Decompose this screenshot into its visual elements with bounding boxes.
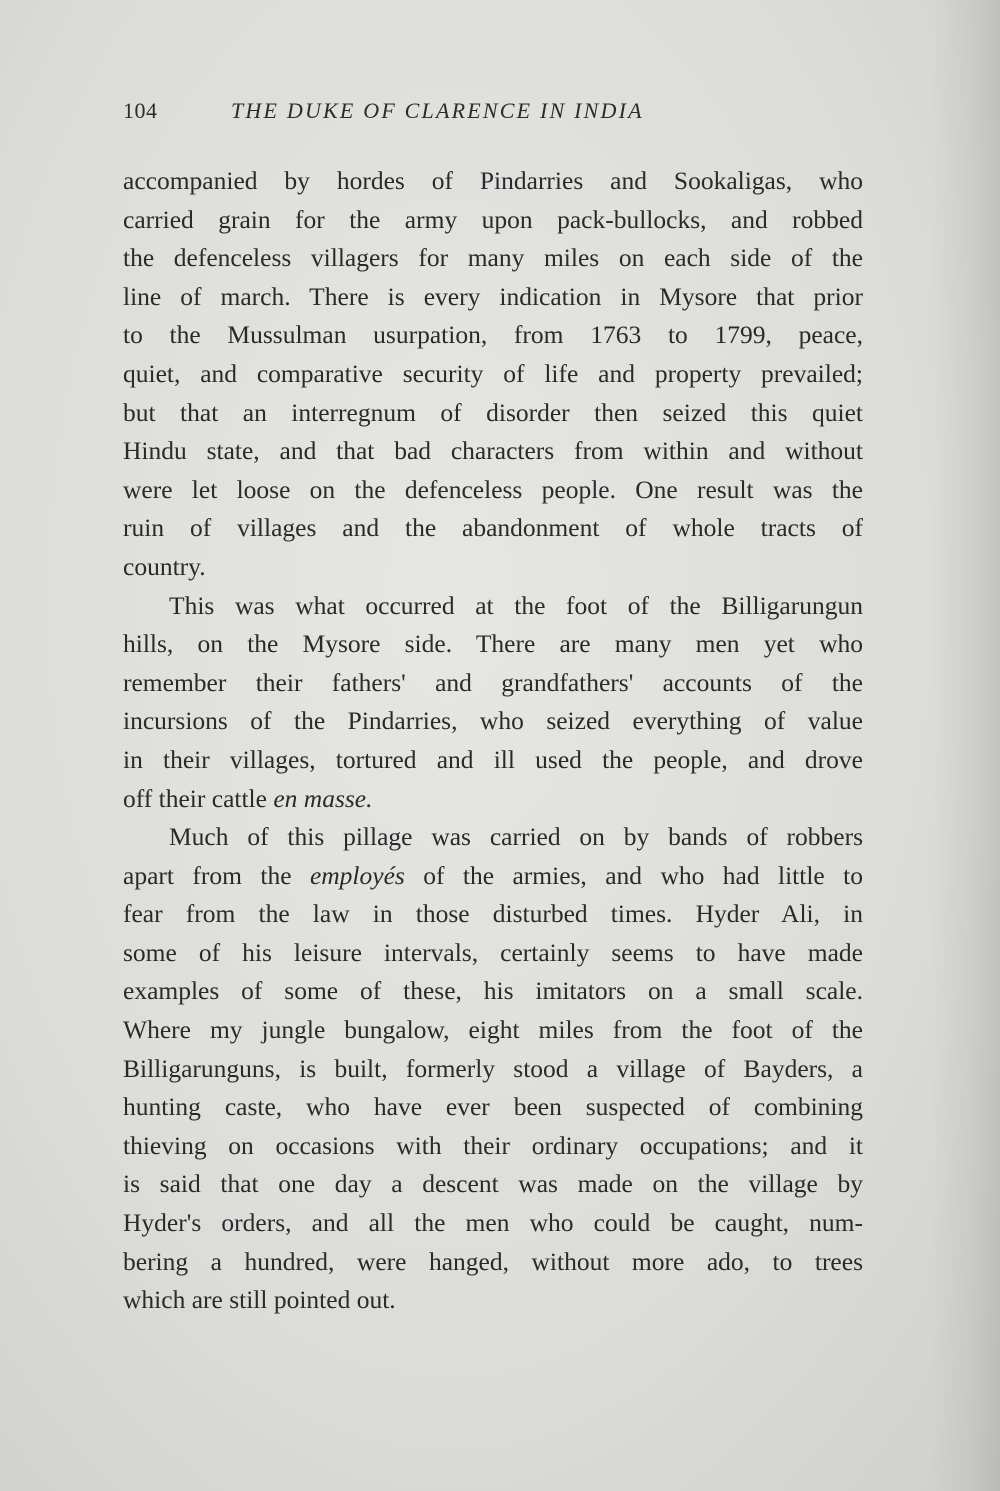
text-line: This was what occurred at the foot of the Billigarungun: [169, 590, 863, 620]
text-line: bering a hundred, were hanged, without more ado, to trees: [123, 1246, 863, 1276]
text-line: Hindu state, and that bad characters from within and without: [123, 436, 863, 466]
text-line: accompanied by hordes of Pindarries and Sookaligas, who: [123, 166, 863, 195]
text-run: of the armies, and who had little to: [404, 860, 864, 890]
text-line: examples of some of these, his imitators on a small scale.: [123, 976, 863, 1006]
text-line: is said that one day a descent was made on the village by: [123, 1169, 863, 1199]
text-line: Where my jungle bungalow, eight miles from the foot of the: [123, 1015, 863, 1045]
text-line: [123, 857, 863, 896]
text-line: thieving on occasions with their ordinary occupations; and it: [123, 1130, 863, 1160]
text-line: incursions of the Pindarries, who seized everything of value: [123, 706, 863, 736]
text-line: quiet, and comparative security of life and property prevailed;: [123, 358, 863, 388]
text-line: Billigarunguns, is built, formerly stood a village of Bayders, a: [123, 1053, 863, 1083]
text-line: remember their fathers' and grandfathers' accounts of the: [123, 667, 863, 697]
text-line: which are still pointed out.: [123, 1285, 396, 1315]
text-line: carried grain for the army upon pack-bullocks, and robbed: [123, 204, 863, 234]
text-line: to the Mussulman usurpation, from 1763 to 1799, peace,: [123, 320, 863, 350]
gutter-shadow: [930, 0, 1000, 1491]
text-line: some of his leisure intervals, certainly seems to have made: [123, 937, 863, 967]
text-line: were let loose on the defenceless people. One result was the: [123, 474, 863, 504]
text-line: in their villages, tortured and ill used the people, and drove: [123, 744, 863, 774]
body-text: [123, 162, 863, 1320]
text-line: the defenceless villagers for many miles on each side of the: [123, 243, 863, 273]
text-line: but that an interregnum of disorder then seized this quiet: [123, 397, 863, 427]
text-line: fear from the law in those disturbed times. Hyder Ali, in: [123, 899, 863, 929]
text-run: apart from the: [123, 860, 310, 890]
text-line: hills, on the Mysore side. There are many men yet who: [123, 629, 863, 659]
text-line: Much of this pillage was carried on by bands of robbers: [169, 822, 863, 852]
running-title: THE DUKE OF CLARENCE IN INDIA: [231, 98, 644, 123]
text-line: line of march. There is every indication in Mysore that prior: [123, 281, 863, 311]
text-line: hunting caste, who have ever been suspected of combining: [123, 1092, 863, 1122]
page-header: [123, 98, 863, 128]
text-line: [123, 780, 863, 819]
text-run: off their cattle: [123, 783, 274, 813]
page-number: 104: [123, 98, 158, 123]
paragraph-2: [123, 587, 863, 819]
italic-phrase: en masse.: [273, 783, 373, 813]
paragraph-3: [123, 818, 863, 1320]
text-line: ruin of villages and the abandonment of whole tracts of: [123, 513, 863, 543]
paragraph-1: [123, 162, 863, 587]
text-line: Hyder's orders, and all the men who could be caught, num-: [123, 1208, 863, 1238]
text-line: country.: [123, 551, 206, 581]
italic-word: employés: [309, 860, 405, 890]
